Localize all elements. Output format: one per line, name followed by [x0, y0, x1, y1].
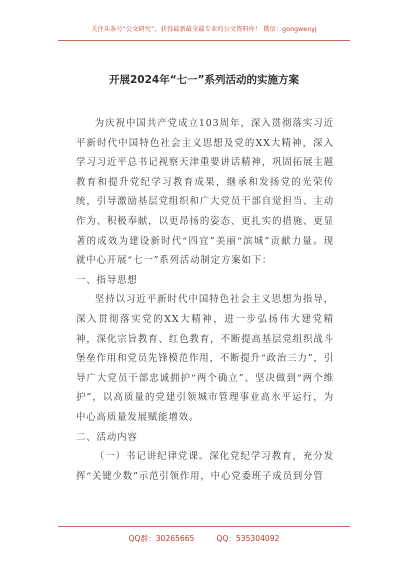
section-heading-guiding-ideology: 一、指导思想	[76, 274, 138, 286]
header-divider	[58, 40, 350, 41]
footer-divider	[58, 526, 350, 527]
qq-number: QQ：535304092	[216, 534, 280, 543]
qq-group-number: QQ群：30265665	[128, 534, 195, 543]
footer-contact	[0, 533, 408, 544]
document-title: 开展2024年“七一”系列活动的实施方案	[108, 74, 300, 86]
header-banner: 关注头条号“公文研究”，获得最新最全最专业的公文资料库！ 微信：gongwenyj	[91, 26, 317, 33]
guiding-ideology-paragraph: 坚持以习近平新时代中国特色社会主义思想为指导，深入贯彻落实党的XX大精神，进一步弘扬伟大建党精神，深化宗旨教育、红色教育，不断提高基层党组织战斗堡垒作用和党员先锋模范作用，不断提升“政治三力”，引导广大党员干部忠诚拥护“两个确立”、坚决做到“两个维护”，以高质量的党建引领城市管理事业高水平运行，为中心高质量发展赋能增效。	[76, 294, 334, 423]
document-body	[76, 114, 334, 486]
intro-paragraph: 为庆祝中国共产党成立103周年，深入贯彻落实习近平新时代中国特色社会主义思想及党的XX大精神，深入学习习近平总书记视察天津重要讲话精神，巩固拓展主题教育和提升党纪学习教育成果，继承和发扬党的光荣传统，引导激励基层党组织和广大党员干部自觉担当、主动作为、积极奉献，以更昂扬的姿态、更扎实的措施、更显著的成效为建设新时代“四宜”美丽“滨城”贡献力量。现就中心开展“七一”系列活动制定方案如下：	[76, 118, 334, 267]
activity-content-paragraph: （一）书记讲纪律党课。深化党纪学习教育，充分发挥“关键少数”示范引领作用，中心党委班子成员到分管	[76, 451, 334, 482]
section-heading-activity-content: 二、活动内容	[76, 431, 138, 443]
